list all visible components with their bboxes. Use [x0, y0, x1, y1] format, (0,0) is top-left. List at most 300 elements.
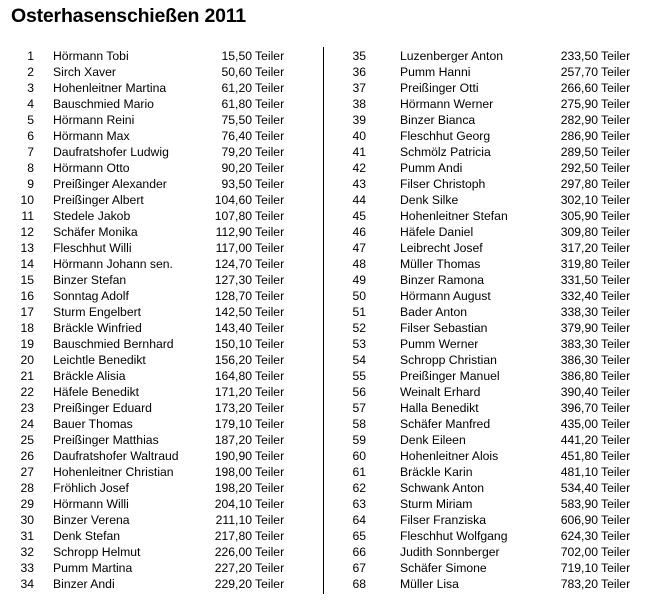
shooter-name: Schropp Christian: [400, 353, 497, 367]
result-row: [334, 352, 660, 368]
rank-number: 37: [352, 81, 366, 95]
result-row: [0, 336, 322, 352]
rank-number: 9: [27, 177, 34, 191]
unit-label: Teiler: [255, 417, 285, 431]
unit-label: Teiler: [255, 113, 285, 127]
unit-label: Teiler: [255, 561, 285, 575]
unit-label: Teiler: [255, 577, 285, 591]
result-row: [334, 368, 660, 384]
result-row: [0, 192, 322, 208]
shooter-name: Hörmann Johann sen.: [53, 257, 173, 271]
result-row: [334, 256, 660, 272]
teiler-value: 451,80: [560, 449, 598, 463]
result-row: [0, 400, 322, 416]
rank-number: 2: [27, 65, 34, 79]
rank-number: 21: [20, 369, 34, 383]
result-row: [0, 576, 322, 592]
result-row: [0, 256, 322, 272]
shooter-name: Preißinger Manuel: [400, 369, 500, 383]
teiler-value: 583,90: [560, 497, 598, 511]
shooter-name: Denk Stefan: [53, 529, 121, 543]
shooter-name: Denk Eileen: [400, 433, 466, 447]
unit-label: Teiler: [601, 497, 631, 511]
rank-number: 25: [20, 433, 34, 447]
shooter-name: Stedele Jakob: [53, 209, 131, 223]
unit-label: Teiler: [601, 577, 631, 591]
result-row: [0, 480, 322, 496]
teiler-value: 226,00: [214, 545, 252, 559]
shooter-name: Hohenleitner Christian: [53, 465, 174, 479]
rank-number: 19: [20, 337, 34, 351]
unit-label: Teiler: [255, 161, 285, 175]
teiler-value: 305,90: [560, 209, 598, 223]
rank-number: 23: [20, 401, 34, 415]
result-row: [334, 544, 660, 560]
rank-number: 59: [352, 433, 366, 447]
shooter-name: Preißinger Eduard: [53, 401, 152, 415]
shooter-name: Hohenleitner Martina: [53, 81, 167, 95]
teiler-value: 282,90: [560, 113, 598, 127]
result-row: [0, 368, 322, 384]
unit-label: Teiler: [255, 385, 285, 399]
shooter-name: Fleschhut Wolfgang: [400, 529, 508, 543]
shooter-name: Leibrecht Josef: [400, 241, 483, 255]
shooter-name: Daufratshofer Waltraud: [53, 449, 179, 463]
unit-label: Teiler: [255, 225, 285, 239]
rank-number: 31: [20, 529, 34, 543]
result-row: [0, 352, 322, 368]
shooter-name: Hörmann Max: [53, 129, 130, 143]
rank-number: 54: [352, 353, 366, 367]
result-row: [0, 80, 322, 96]
teiler-value: 383,30: [560, 337, 598, 351]
unit-label: Teiler: [255, 81, 285, 95]
rank-number: 22: [20, 385, 34, 399]
teiler-value: 61,80: [221, 97, 252, 111]
shooter-name: Preißinger Albert: [53, 193, 144, 207]
teiler-value: 156,20: [214, 353, 252, 367]
teiler-value: 143,40: [214, 321, 252, 335]
teiler-value: 142,50: [214, 305, 252, 319]
unit-label: Teiler: [601, 49, 631, 63]
rank-number: 14: [20, 257, 34, 271]
result-row: [0, 112, 322, 128]
shooter-name: Hörmann Werner: [400, 97, 494, 111]
result-row: [334, 560, 660, 576]
teiler-value: 229,20: [214, 577, 252, 591]
result-row: [0, 448, 322, 464]
shooter-name: Denk Silke: [400, 193, 459, 207]
result-row: [0, 128, 322, 144]
unit-label: Teiler: [255, 145, 285, 159]
shooter-name: Fröhlich Josef: [53, 481, 129, 495]
unit-label: Teiler: [255, 321, 285, 335]
unit-label: Teiler: [255, 513, 285, 527]
shooter-name: Bader Anton: [400, 305, 468, 319]
shooter-name: Hörmann Tobi: [53, 49, 129, 63]
result-row: [0, 384, 322, 400]
result-row: [0, 96, 322, 112]
result-row: [0, 208, 322, 224]
unit-label: Teiler: [255, 481, 285, 495]
unit-label: Teiler: [601, 529, 631, 543]
teiler-value: 79,20: [221, 145, 252, 159]
unit-label: Teiler: [601, 449, 631, 463]
rank-number: 44: [352, 193, 366, 207]
teiler-value: 15,50: [221, 49, 252, 63]
rank-number: 38: [352, 97, 366, 111]
rank-number: 12: [20, 225, 34, 239]
rank-number: 43: [352, 177, 366, 191]
shooter-name: Hörmann August: [400, 289, 491, 303]
result-row: [334, 512, 660, 528]
result-row: [334, 480, 660, 496]
rank-number: 10: [20, 193, 34, 207]
results-column-right: [334, 48, 660, 592]
unit-label: Teiler: [601, 513, 631, 527]
column-divider: [323, 47, 324, 594]
result-row: [334, 528, 660, 544]
result-row: [334, 224, 660, 240]
shooter-name: Filser Franziska: [400, 513, 487, 527]
shooter-name: Halla Benedikt: [400, 401, 479, 415]
shooter-name: Häfele Daniel: [400, 225, 474, 239]
unit-label: Teiler: [255, 289, 285, 303]
teiler-value: 211,10: [215, 513, 252, 527]
unit-label: Teiler: [255, 97, 285, 111]
shooter-name: Weinalt Erhard: [400, 385, 481, 399]
unit-label: Teiler: [255, 49, 285, 63]
unit-label: Teiler: [601, 145, 631, 159]
result-row: [0, 304, 322, 320]
result-row: [334, 176, 660, 192]
unit-label: Teiler: [255, 209, 285, 223]
teiler-value: 112,90: [215, 225, 252, 239]
teiler-value: 187,20: [214, 433, 252, 447]
unit-label: Teiler: [255, 497, 285, 511]
shooter-name: Bräckle Winfried: [53, 321, 142, 335]
result-row: [0, 48, 322, 64]
unit-label: Teiler: [255, 465, 285, 479]
unit-label: Teiler: [601, 561, 631, 575]
shooter-name: Binzer Bianca: [400, 113, 476, 127]
result-row: [334, 96, 660, 112]
rank-number: 52: [352, 321, 366, 335]
result-row: [0, 160, 322, 176]
teiler-value: 204,10: [214, 497, 252, 511]
rank-number: 58: [352, 417, 366, 431]
result-row: [334, 48, 660, 64]
shooter-name: Schäfer Monika: [53, 225, 138, 239]
shooter-name: Hörmann Otto: [53, 161, 130, 175]
teiler-value: 190,90: [214, 449, 252, 463]
shooter-name: Sturm Miriam: [400, 497, 473, 511]
result-row: [334, 448, 660, 464]
unit-label: Teiler: [601, 417, 631, 431]
result-row: [334, 240, 660, 256]
result-row: [0, 144, 322, 160]
teiler-value: 441,20: [560, 433, 598, 447]
result-row: [0, 464, 322, 480]
unit-label: Teiler: [255, 305, 285, 319]
rank-number: 53: [352, 337, 366, 351]
teiler-value: 75,50: [221, 113, 252, 127]
rank-number: 56: [352, 385, 366, 399]
result-row: [334, 336, 660, 352]
rank-number: 36: [352, 65, 366, 79]
unit-label: Teiler: [601, 305, 631, 319]
result-row: [334, 144, 660, 160]
teiler-value: 289,50: [560, 145, 598, 159]
teiler-value: 386,30: [560, 353, 598, 367]
rank-number: 66: [352, 545, 366, 559]
teiler-value: 90,20: [221, 161, 252, 175]
shooter-name: Pumm Hanni: [400, 65, 471, 79]
rank-number: 29: [20, 497, 34, 511]
shooter-name: Pumm Andi: [400, 161, 463, 175]
unit-label: Teiler: [255, 401, 285, 415]
unit-label: Teiler: [601, 465, 631, 479]
teiler-value: 331,50: [560, 273, 598, 287]
shooter-name: Schropp Helmut: [53, 545, 141, 559]
shooter-name: Müller Lisa: [400, 577, 459, 591]
unit-label: Teiler: [601, 177, 631, 191]
rank-number: 65: [352, 529, 366, 543]
rank-number: 7: [27, 145, 34, 159]
shooter-name: Binzer Ramona: [400, 273, 484, 287]
shooter-name: Filser Christoph: [400, 177, 486, 191]
result-row: [0, 240, 322, 256]
shooter-name: Binzer Andi: [53, 577, 115, 591]
rank-number: 28: [20, 481, 34, 495]
teiler-value: 198,00: [214, 465, 252, 479]
rank-number: 15: [20, 273, 34, 287]
teiler-value: 179,10: [214, 417, 252, 431]
shooter-name: Schäfer Manfred: [400, 417, 491, 431]
rank-number: 39: [352, 113, 366, 127]
shooter-name: Häfele Benedikt: [53, 385, 140, 399]
teiler-value: 93,50: [221, 177, 252, 191]
teiler-value: 386,80: [560, 369, 598, 383]
shooter-name: Schwank Anton: [400, 481, 485, 495]
result-row: [334, 320, 660, 336]
rank-number: 27: [20, 465, 34, 479]
teiler-value: 173,20: [214, 401, 252, 415]
result-row: [0, 560, 322, 576]
result-row: [0, 288, 322, 304]
shooter-name: Luzenberger Anton: [400, 49, 503, 63]
teiler-value: 302,10: [560, 193, 598, 207]
teiler-value: 309,80: [560, 225, 598, 239]
teiler-value: 534,40: [560, 481, 598, 495]
shooter-name: Bauer Thomas: [53, 417, 133, 431]
rank-number: 55: [352, 369, 366, 383]
shooter-name: Schäfer Simone: [400, 561, 487, 575]
unit-label: Teiler: [601, 385, 631, 399]
rank-number: 8: [27, 161, 34, 175]
rank-number: 26: [20, 449, 34, 463]
shooter-name: Daufratshofer Ludwig: [53, 145, 169, 159]
rank-number: 61: [352, 465, 366, 479]
result-row: [334, 112, 660, 128]
result-row: [334, 432, 660, 448]
result-row: [334, 416, 660, 432]
shooter-name: Fleschhut Georg: [400, 129, 491, 143]
teiler-value: 783,20: [560, 577, 598, 591]
shooter-name: Bauschmied Bernhard: [53, 337, 174, 351]
teiler-value: 379,90: [560, 321, 598, 335]
teiler-value: 390,40: [560, 385, 598, 399]
result-row: [0, 512, 322, 528]
unit-label: Teiler: [255, 177, 285, 191]
unit-label: Teiler: [601, 129, 631, 143]
rank-number: 47: [352, 241, 366, 255]
shooter-name: Leichtle Benedikt: [53, 353, 146, 367]
rank-number: 45: [352, 209, 366, 223]
shooter-name: Judith Sonnberger: [400, 545, 500, 559]
unit-label: Teiler: [601, 433, 631, 447]
rank-number: 51: [352, 305, 366, 319]
result-row: [0, 272, 322, 288]
teiler-value: 396,70: [560, 401, 598, 415]
unit-label: Teiler: [601, 321, 631, 335]
teiler-value: 332,40: [560, 289, 598, 303]
shooter-name: Hörmann Reini: [53, 113, 135, 127]
unit-label: Teiler: [601, 225, 631, 239]
teiler-value: 104,60: [214, 193, 252, 207]
shooter-name: Preißinger Otti: [400, 81, 479, 95]
rank-number: 40: [352, 129, 366, 143]
shooter-name: Schmölz Patricia: [400, 145, 491, 159]
shooter-name: Bräckle Alisia: [53, 369, 126, 383]
result-row: [0, 64, 322, 80]
result-row: [334, 576, 660, 592]
result-row: [0, 496, 322, 512]
teiler-value: 286,90: [560, 129, 598, 143]
shooter-name: Müller Thomas: [400, 257, 481, 271]
shooter-name: Sturm Engelbert: [53, 305, 142, 319]
teiler-value: 124,70: [214, 257, 252, 271]
shooter-name: Hörmann Willi: [53, 497, 129, 511]
unit-label: Teiler: [601, 241, 631, 255]
result-row: [334, 400, 660, 416]
unit-label: Teiler: [601, 161, 631, 175]
rank-number: 62: [352, 481, 366, 495]
shooter-name: Binzer Verena: [53, 513, 130, 527]
unit-label: Teiler: [601, 369, 631, 383]
result-row: [334, 64, 660, 80]
rank-number: 67: [352, 561, 366, 575]
shooter-name: Binzer Stefan: [53, 273, 127, 287]
result-row: [334, 80, 660, 96]
rank-number: 24: [20, 417, 34, 431]
teiler-value: 275,90: [560, 97, 598, 111]
result-row: [334, 192, 660, 208]
unit-label: Teiler: [255, 273, 285, 287]
result-row: [334, 160, 660, 176]
shooter-name: Pumm Werner: [400, 337, 479, 351]
teiler-value: 292,50: [560, 161, 598, 175]
unit-label: Teiler: [255, 337, 285, 351]
rank-number: 68: [352, 577, 366, 591]
unit-label: Teiler: [601, 257, 631, 271]
rank-number: 3: [27, 81, 34, 95]
result-row: [334, 496, 660, 512]
teiler-value: 227,20: [214, 561, 252, 575]
unit-label: Teiler: [601, 209, 631, 223]
rank-number: 18: [20, 321, 34, 335]
teiler-value: 624,30: [560, 529, 598, 543]
unit-label: Teiler: [601, 113, 631, 127]
rank-number: 63: [352, 497, 366, 511]
teiler-value: 606,90: [560, 513, 598, 527]
teiler-value: 481,10: [560, 465, 598, 479]
rank-number: 6: [27, 129, 34, 143]
teiler-value: 117,00: [215, 241, 252, 255]
teiler-value: 217,80: [214, 529, 252, 543]
result-row: [0, 176, 322, 192]
result-row: [334, 464, 660, 480]
shooter-name: Preißinger Alexander: [53, 177, 167, 191]
result-row: [0, 416, 322, 432]
rank-number: 33: [20, 561, 34, 575]
result-row: [334, 288, 660, 304]
result-row: [334, 208, 660, 224]
unit-label: Teiler: [601, 401, 631, 415]
shooter-name: Pumm Martina: [53, 561, 133, 575]
unit-label: Teiler: [255, 129, 285, 143]
rank-number: 64: [352, 513, 366, 527]
result-row: [334, 128, 660, 144]
result-row: [0, 432, 322, 448]
teiler-value: 61,20: [221, 81, 252, 95]
unit-label: Teiler: [255, 353, 285, 367]
rank-number: 46: [352, 225, 366, 239]
rank-number: 32: [20, 545, 34, 559]
teiler-value: 127,30: [214, 273, 252, 287]
rank-number: 60: [352, 449, 366, 463]
rank-number: 20: [20, 353, 34, 367]
rank-number: 11: [21, 209, 34, 223]
rank-number: 41: [352, 145, 366, 159]
shooter-name: Bräckle Karin: [400, 465, 473, 479]
rank-number: 30: [20, 513, 34, 527]
rank-number: 34: [20, 577, 34, 591]
teiler-value: 719,10: [560, 561, 598, 575]
result-row: [0, 544, 322, 560]
unit-label: Teiler: [255, 65, 285, 79]
rank-number: 50: [352, 289, 366, 303]
teiler-value: 233,50: [560, 49, 598, 63]
teiler-value: 150,10: [214, 337, 252, 351]
shooter-name: Hohenleitner Alois: [400, 449, 499, 463]
rank-number: 16: [20, 289, 34, 303]
unit-label: Teiler: [255, 449, 285, 463]
teiler-value: 338,30: [560, 305, 598, 319]
teiler-value: 702,00: [560, 545, 598, 559]
teiler-value: 76,40: [221, 129, 252, 143]
rank-number: 49: [352, 273, 366, 287]
unit-label: Teiler: [255, 241, 285, 255]
teiler-value: 266,60: [560, 81, 598, 95]
teiler-value: 171,20: [214, 385, 252, 399]
unit-label: Teiler: [601, 337, 631, 351]
unit-label: Teiler: [601, 65, 631, 79]
shooter-name: Fleschhut Willi: [53, 241, 132, 255]
unit-label: Teiler: [601, 81, 631, 95]
unit-label: Teiler: [601, 353, 631, 367]
unit-label: Teiler: [601, 289, 631, 303]
